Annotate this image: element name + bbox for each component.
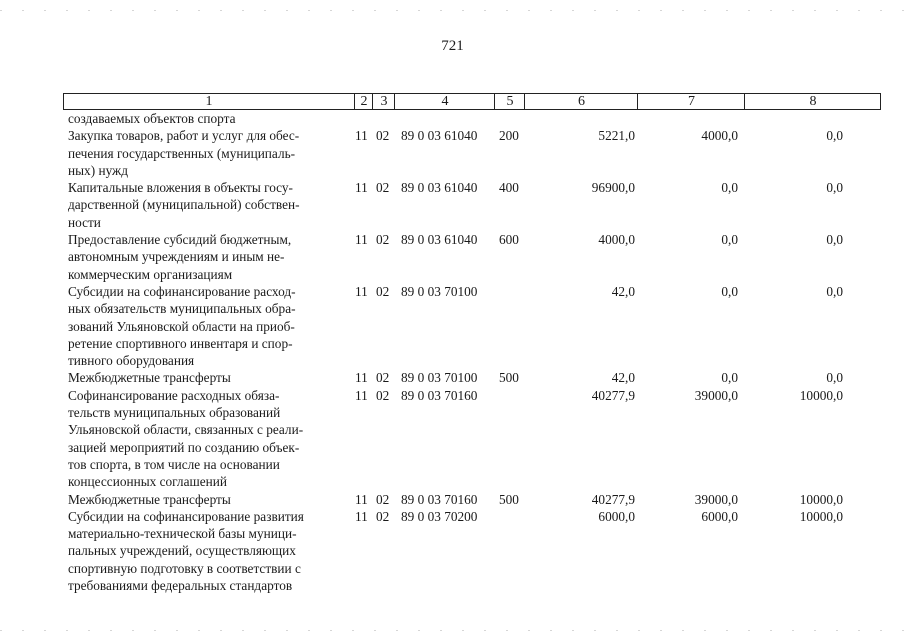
expense-type-code: 400 xyxy=(499,180,519,196)
amount-year-1: 96900,0 xyxy=(591,180,635,196)
amount-year-1: 6000,0 xyxy=(598,508,635,524)
table-row xyxy=(63,231,881,283)
description-line: Ульяновской области, связанных с реали- xyxy=(68,422,304,438)
amount-year-3: 0,0 xyxy=(826,128,843,144)
description-line: Софинансирование расходных обяза- xyxy=(68,387,280,403)
description-line: Межбюджетные трансферты xyxy=(68,491,231,507)
section-code: 11 xyxy=(355,491,368,507)
row-description xyxy=(63,283,350,369)
header-col-8: 8 xyxy=(744,94,881,109)
header-col-2: 2 xyxy=(354,94,373,109)
table-row xyxy=(63,127,881,179)
subsection-code: 02 xyxy=(376,180,390,196)
amount-year-1: 5221,0 xyxy=(598,128,635,144)
description-line: тов спорта, в том числе на основании xyxy=(68,456,280,472)
amount-year-3: 10000,0 xyxy=(799,387,843,403)
expense-type-code: 500 xyxy=(499,491,519,507)
expense-type-code: 200 xyxy=(499,128,519,144)
row-description xyxy=(63,491,350,508)
section-code: 11 xyxy=(355,180,368,196)
header-col-5: 5 xyxy=(494,94,525,109)
bottom-scan-edge xyxy=(0,630,905,631)
description-line: ных обязательств муниципальных обра- xyxy=(68,301,296,317)
description-line: создаваемых объектов спорта xyxy=(68,111,236,126)
table-row xyxy=(63,387,881,491)
amount-year-1: 40277,9 xyxy=(591,491,635,507)
amount-year-3: 0,0 xyxy=(826,283,843,299)
description-line: Предоставление субсидий бюджетным, xyxy=(68,232,292,248)
subsection-code: 02 xyxy=(376,387,390,403)
header-col-1: 1 xyxy=(205,94,213,109)
target-article-code: 89 0 03 70200 xyxy=(401,508,478,524)
amount-year-2: 4000,0 xyxy=(701,128,738,144)
amount-year-3: 0,0 xyxy=(826,232,843,248)
description-line: печения государственных (муниципаль- xyxy=(68,145,296,161)
header-col-6: 6 xyxy=(524,94,638,109)
amount-year-2: 0,0 xyxy=(721,180,738,196)
description-line: Субсидии на софинансирование расход- xyxy=(68,283,296,299)
description-line: спортивную подготовку в соответствии с xyxy=(68,560,301,576)
section-code: 11 xyxy=(355,232,368,248)
description-line: ретение спортивного инвентаря и спор- xyxy=(68,335,293,351)
header-col-4: 4 xyxy=(394,94,495,109)
description-line: материально-технической базы муници- xyxy=(68,526,297,542)
row-description xyxy=(63,179,350,231)
row-description xyxy=(63,369,350,386)
target-article-code: 89 0 03 70100 xyxy=(401,283,478,299)
table-header-row xyxy=(63,93,881,110)
subsection-code: 02 xyxy=(376,491,390,507)
row-description xyxy=(63,387,350,491)
section-code: 11 xyxy=(355,370,368,386)
header-col-3: 3 xyxy=(372,94,395,109)
target-article-code: 89 0 03 70100 xyxy=(401,370,478,386)
row-description xyxy=(63,127,350,179)
description-line: автономным учреждениям и иным не- xyxy=(68,249,285,265)
amount-year-3: 10000,0 xyxy=(799,491,843,507)
table-row xyxy=(63,508,881,594)
row-description xyxy=(63,508,350,594)
amount-year-2: 0,0 xyxy=(721,232,738,248)
subsection-code: 02 xyxy=(376,128,390,144)
subsection-code: 02 xyxy=(376,232,390,248)
description-line: тивного оборудования xyxy=(68,353,195,369)
subsection-code: 02 xyxy=(376,508,390,524)
header-col-7: 7 xyxy=(637,94,745,109)
target-article-code: 89 0 03 61040 xyxy=(401,180,478,196)
table-row xyxy=(63,110,881,127)
amount-year-1: 42,0 xyxy=(611,283,635,299)
table-row xyxy=(63,179,881,231)
section-code: 11 xyxy=(355,508,368,524)
page-number: 721 xyxy=(441,38,464,54)
description-line: коммерческим организациям xyxy=(68,266,233,282)
description-line: зацией мероприятий по созданию объек- xyxy=(68,439,300,455)
subsection-code: 02 xyxy=(376,370,390,386)
top-scan-edge xyxy=(0,10,905,11)
table-body xyxy=(63,110,881,594)
description-line: дарственной (муниципальной) собствен- xyxy=(68,197,300,213)
section-code: 11 xyxy=(355,387,368,403)
amount-year-2: 39000,0 xyxy=(694,387,738,403)
description-line: Межбюджетные трансферты xyxy=(68,370,231,386)
description-line: требованиями федеральных стандартов xyxy=(68,578,293,594)
section-code: 11 xyxy=(355,283,368,299)
amount-year-1: 42,0 xyxy=(611,370,635,386)
amount-year-3: 10000,0 xyxy=(799,508,843,524)
amount-year-2: 0,0 xyxy=(721,283,738,299)
section-code: 11 xyxy=(355,128,368,144)
description-line: Закупка товаров, работ и услуг для обес- xyxy=(68,128,300,144)
target-article-code: 89 0 03 70160 xyxy=(401,387,478,403)
description-line: ных) нужд xyxy=(68,162,128,178)
description-line: Капитальные вложения в объекты госу- xyxy=(68,180,293,196)
expense-type-code: 600 xyxy=(499,232,519,248)
table-row xyxy=(63,369,881,386)
amount-year-3: 0,0 xyxy=(826,370,843,386)
amount-year-2: 0,0 xyxy=(721,370,738,386)
target-article-code: 89 0 03 61040 xyxy=(401,128,478,144)
expense-type-code: 500 xyxy=(499,370,519,386)
amount-year-2: 39000,0 xyxy=(694,491,738,507)
table-row xyxy=(63,283,881,369)
row-description xyxy=(63,231,350,283)
amount-year-1: 40277,9 xyxy=(591,387,635,403)
description-line: пальных учреждений, осуществляющих xyxy=(68,543,296,559)
amount-year-3: 0,0 xyxy=(826,180,843,196)
budget-table xyxy=(63,93,881,594)
row-description xyxy=(63,110,350,127)
target-article-code: 89 0 03 61040 xyxy=(401,232,478,248)
amount-year-1: 4000,0 xyxy=(598,232,635,248)
table-row xyxy=(63,491,881,508)
target-article-code: 89 0 03 70160 xyxy=(401,491,478,507)
description-line: зований Ульяновской области на приоб- xyxy=(68,318,295,334)
subsection-code: 02 xyxy=(376,283,390,299)
description-line: Субсидии на софинансирование развития xyxy=(68,508,304,524)
description-line: тельств муниципальных образований xyxy=(68,405,281,421)
description-line: концессионных соглашений xyxy=(68,474,227,490)
amount-year-2: 6000,0 xyxy=(701,508,738,524)
description-line: ности xyxy=(68,214,101,230)
